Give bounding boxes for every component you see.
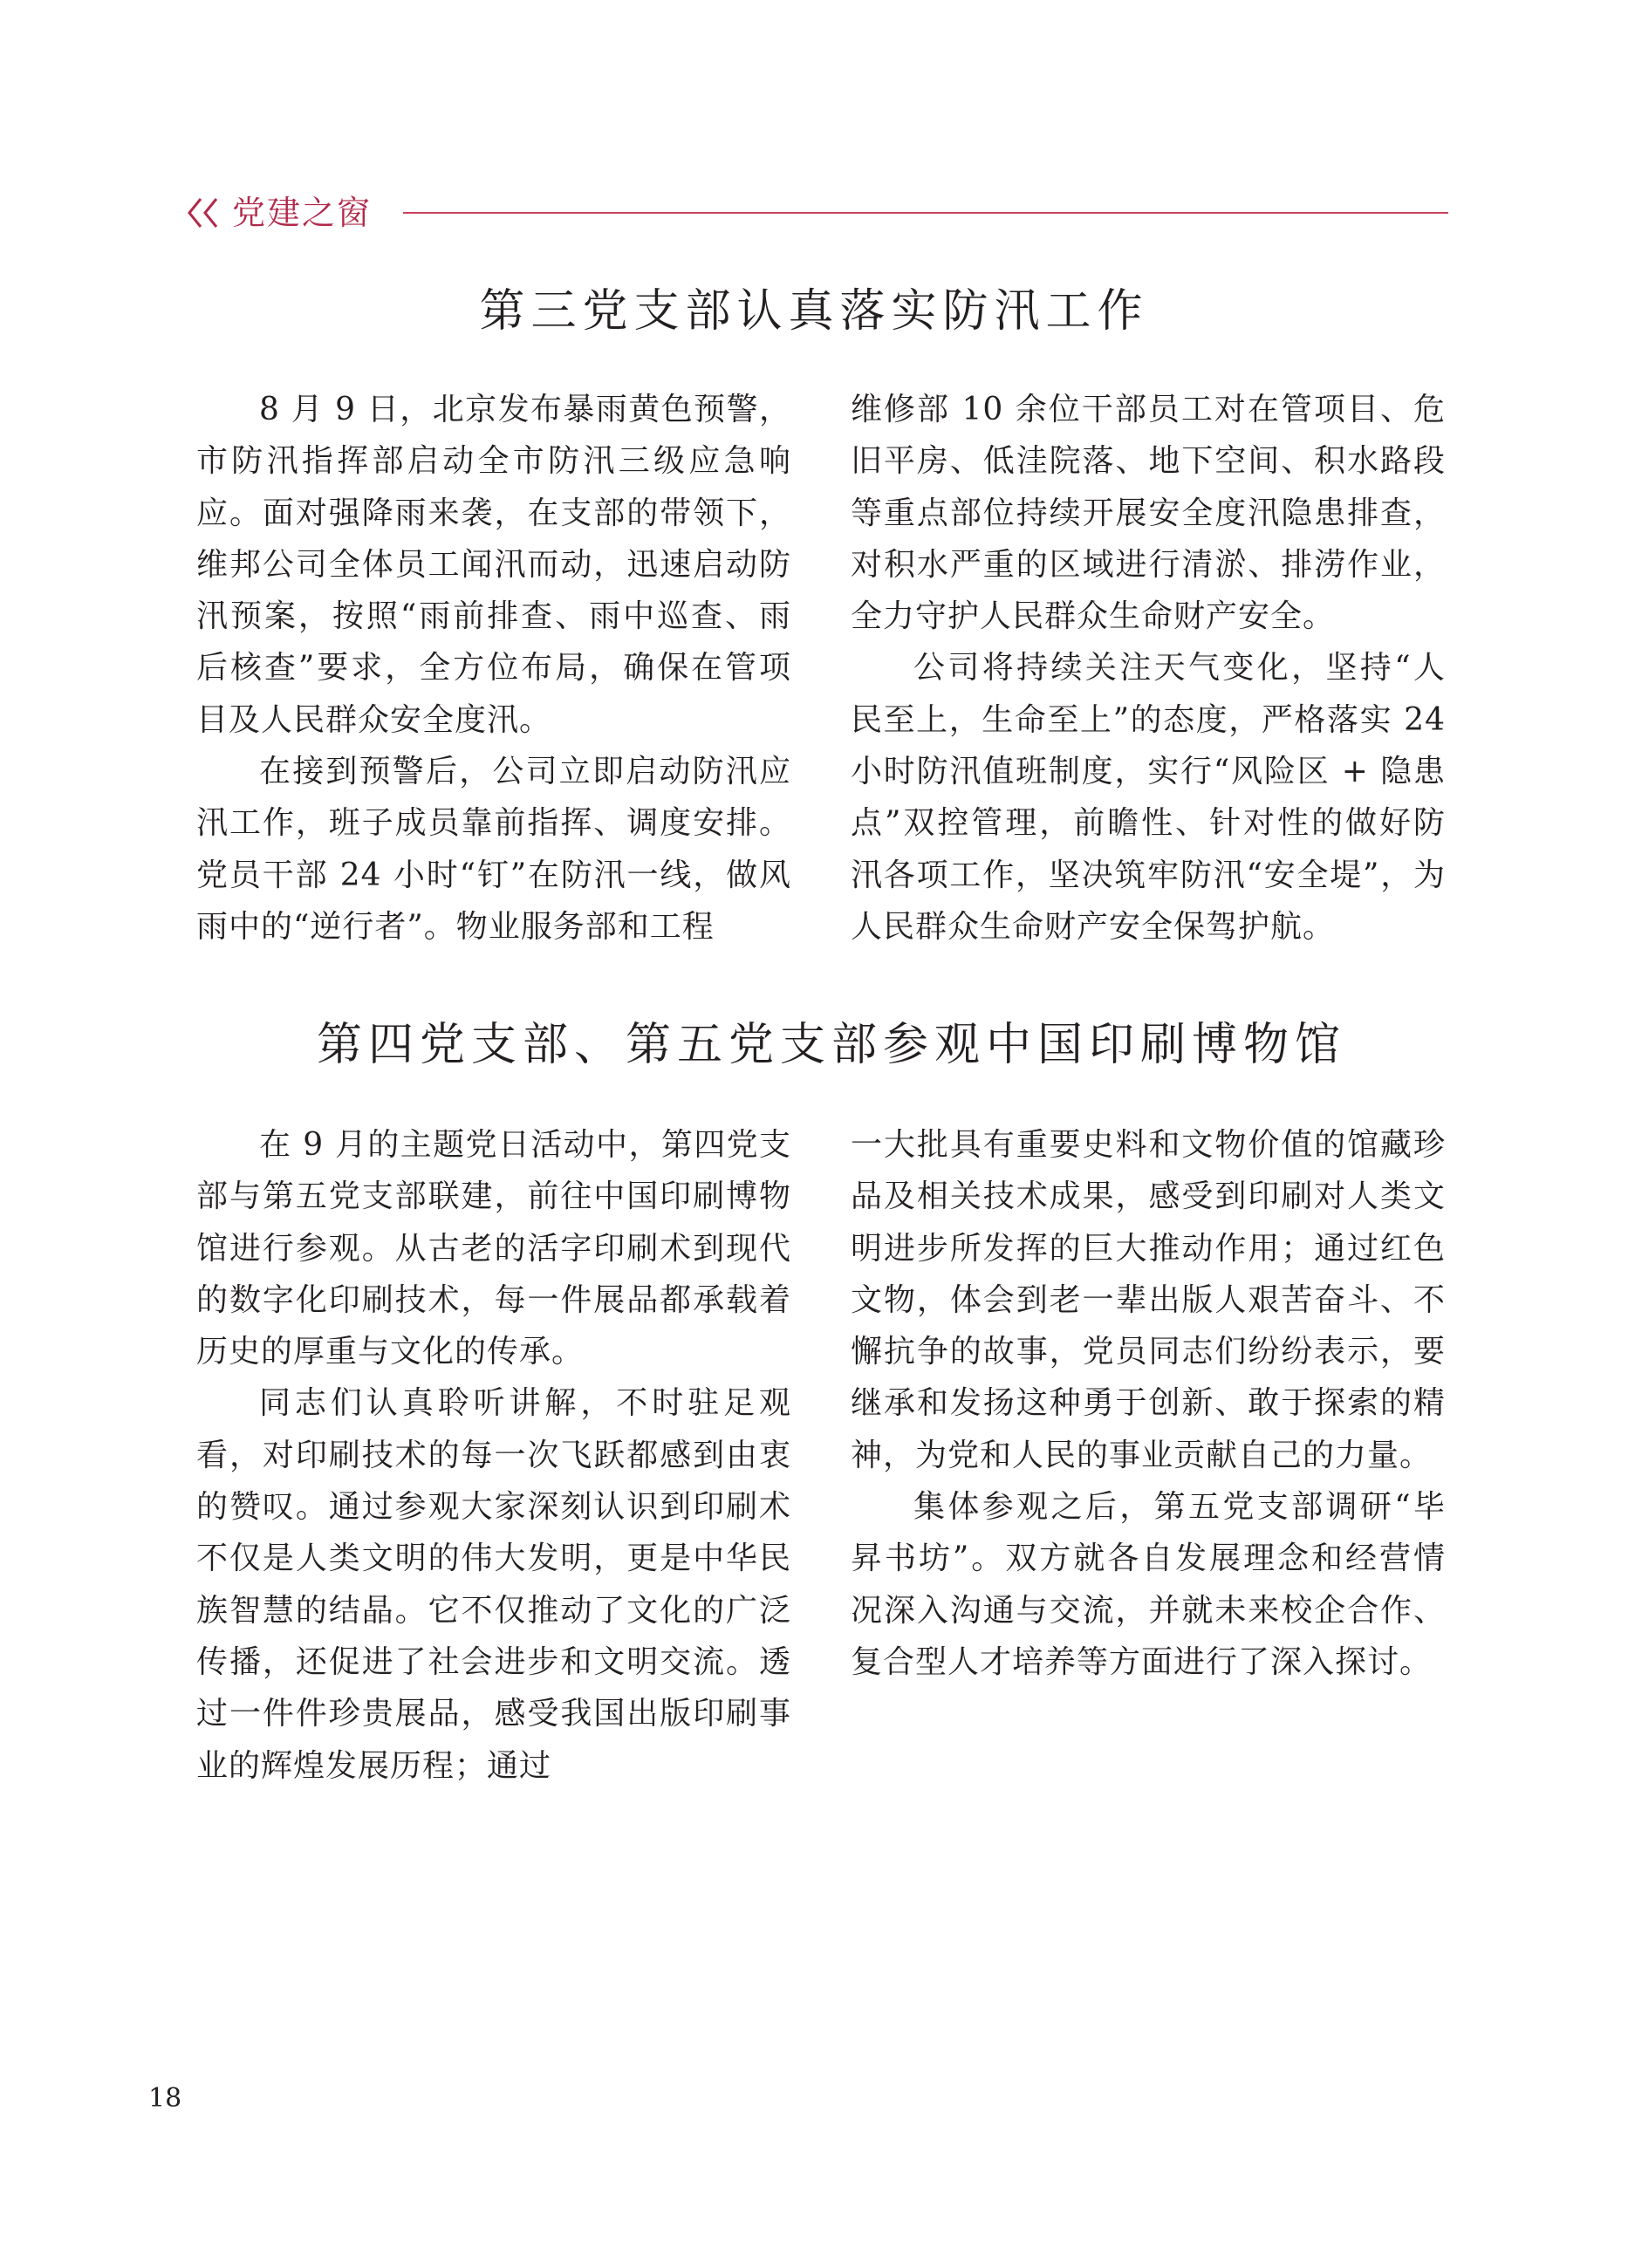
article-1-right-column: [851, 384, 1446, 953]
section-header: [185, 190, 1448, 239]
double-chevron-left-icon: [185, 195, 225, 230]
paragraph: 8 月 9 日，北京发布暴雨黄色预警，市防汛指挥部启动全市防汛三级应急响应。面对强降雨来袭，在支部的带领下，维邦公司全体员工闻汛而动，迅速启动防汛预案，按照“雨前排查、雨中巡查、雨后核查”要求，全方位布局，确保在管项目及人民群众安全度汛。: [196, 392, 791, 738]
paragraph: 同志们认真聆听讲解，不时驻足观看，对印刷技术的每一次飞跃都感到由衷的赞叹。通过参观大家深刻认识到印刷术不仅是人类文明的伟大发明，更是中华民族智慧的结晶。它不仅推动了文化的广泛传播，还促进了社会进步和文明交流。透过一件件珍贵展品，感受我国出版印刷事业的辉煌发展历程；通过: [196, 1385, 791, 1784]
paragraph-continuation: 维修部 10 余位干部员工对在管项目、危旧平房、低洼院落、地下空间、积水路段等重点部位持续开展安全度汛隐患排查，对积水严重的区域进行清淤、排涝作业，全力守护人民群众生命财产安全。: [851, 392, 1446, 635]
paragraph: 集体参观之后，第五党支部调研“毕昇书坊”。双方就各自发展理念和经营情况深入沟通与交流，并就未来校企合作、复合型人才培养等方面进行了深入探讨。: [851, 1489, 1446, 1680]
paragraph-continuation: 一大批具有重要史料和文物价值的馆藏珍品及相关技术成果，感受到印刷对人类文明进步所发挥的巨大推动作用；通过红色文物，体会到老一辈出版人艰苦奋斗、不懈抗争的故事，党员同志们纷纷表示，要继承和发扬这种勇于创新、敢于探索的精神，为党和人民的事业贡献自己的力量。: [851, 1127, 1446, 1473]
paragraph: 在 9 月的主题党日活动中，第四党支部与第五党支部联建，前往中国印刷博物馆进行参观。从古老的活字印刷术到现代的数字化印刷技术，每一件展品都承载着历史的厚重与文化的传承。: [196, 1127, 791, 1370]
article-title: 第四党支部、第五党支部参观中国印刷博物馆: [316, 1019, 1346, 1071]
section-label: 党建之窗: [232, 194, 373, 232]
article-2-right-column: [851, 1119, 1446, 1688]
paragraph: 公司将持续关注天气变化，坚持“人民至上，生命至上”的态度，严格落实 24 小时防汛值班制度，实行“风险区 + 隐患点”双控管理，前瞻性、针对性的做好防汛各项工作，坚决筑牢防汛“安全堤”，为人民群众生命财产安全保驾护航。: [851, 650, 1446, 945]
paragraph: 在接到预警后，公司立即启动防汛应汛工作，班子成员靠前指挥、调度安排。党员干部 24 小时“钉”在防汛一线，做风雨中的“逆行者”。物业服务部和工程: [196, 754, 791, 945]
article-1-left-column: [196, 384, 791, 953]
header-divider: [403, 212, 1448, 214]
page-number: 18: [148, 2083, 182, 2114]
article-2-left-column: [196, 1119, 791, 1792]
article-title: 第三党支部认真落实防汛工作: [479, 285, 1149, 338]
